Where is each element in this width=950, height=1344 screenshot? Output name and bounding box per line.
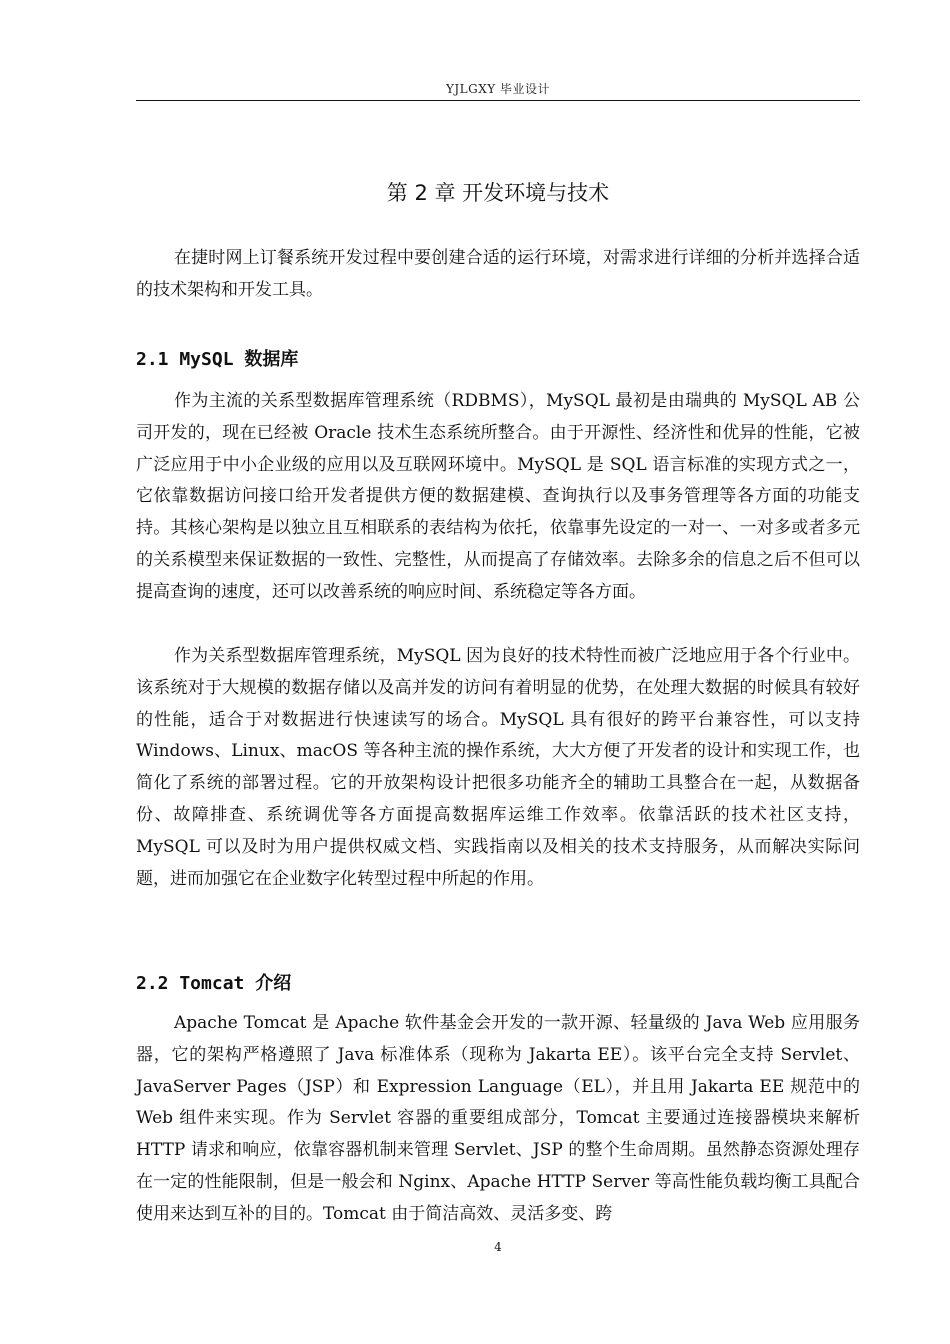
running-header: YJLGXY 毕业设计	[445, 82, 551, 96]
section-heading-mysql: 2.1 MySQL 数据库	[136, 349, 299, 370]
tomcat-paragraph-1: Apache Tomcat 是 Apache 软件基金会开发的一款开源、轻量级的 Java Web 应用服务器，它的架构严格遵照了 Java 标准体系（现称为 Jakarta EE）。该平台完全支持 Servlet、JavaServer Pages（JSP）和 Expression Language（EL），并且用 Jakarta EE 规范中的 Web 组件来实现。作为 Servlet 容器的重要组成部分，Tomcat 主要通过连接器模块来解析 HTTP 请求和响应，依靠容器机制来管理 Servlet、JSP 的整个生命周期。虽然静态资源处理存在一定的性能限制，但是一般会和 Nginx、Apache HTTP Server 等高性能负载均衡工具配合使用来达到互补的目的。Tomcat 由于简洁高效、灵活多变、跨	[136, 1013, 860, 1224]
page-number: 4	[494, 1240, 502, 1254]
chapter-title: 第 2 章 开发环境与技术	[386, 181, 610, 205]
mysql-paragraph-2: 作为关系型数据库管理系统，MySQL 因为良好的技术特性而被广泛地应用于各个行业中。该系统对于大规模的数据存储以及高并发的访问有着明显的优势，在处理大数据的时候具有较好的性能，适合于对数据进行快速读写的场合。MySQL 具有很好的跨平台兼容性，可以支持 Windows、Linux、macOS 等各种主流的操作系统，大大方便了开发者的设计和实现工作，也简化了系统的部署过程。它的开放架构设计把很多功能齐全的辅助工具整合在一起，从数据备份、故障排查、系统调优等各方面提高数据库运维工作效率。依靠活跃的技术社区支持，MySQL 可以及时为用户提供权威文档、实践指南以及相关的技术支持服务，从而解决实际问题，进而加强它在企业数字化转型过程中所起的作用。	[136, 646, 860, 889]
header-rule	[136, 100, 860, 101]
mysql-paragraph-1: 作为主流的关系型数据库管理系统（RDBMS），MySQL 最初是由瑞典的 MySQL AB 公司开发的，现在已经被 Oracle 技术生态系统所整合。由于开源性、经济性和优异的性能，它被广泛应用于中小企业级的应用以及互联网环境中。MySQL 是 SQL 语言标准的实现方式之一，它依靠数据访问接口给开发者提供方便的数据建模、查询执行以及事务管理等各方面的功能支持。其核心架构是以独立且互相联系的表结构为依托，依靠事先设定的一对一、一对多或者多元的关系模型来保证数据的一致性、完整性，从而提高了存储效率。去除多余的信息之后不但可以提高查询的速度，还可以改善系统的响应时间、系统稳定等各方面。	[136, 391, 860, 602]
section-heading-tomcat: 2.2 Tomcat 介绍	[136, 973, 292, 994]
intro-paragraph: 在捷时网上订餐系统开发过程中要创建合适的运行环境，对需求进行详细的分析并选择合适的技术架构和开发工具。	[136, 248, 860, 300]
